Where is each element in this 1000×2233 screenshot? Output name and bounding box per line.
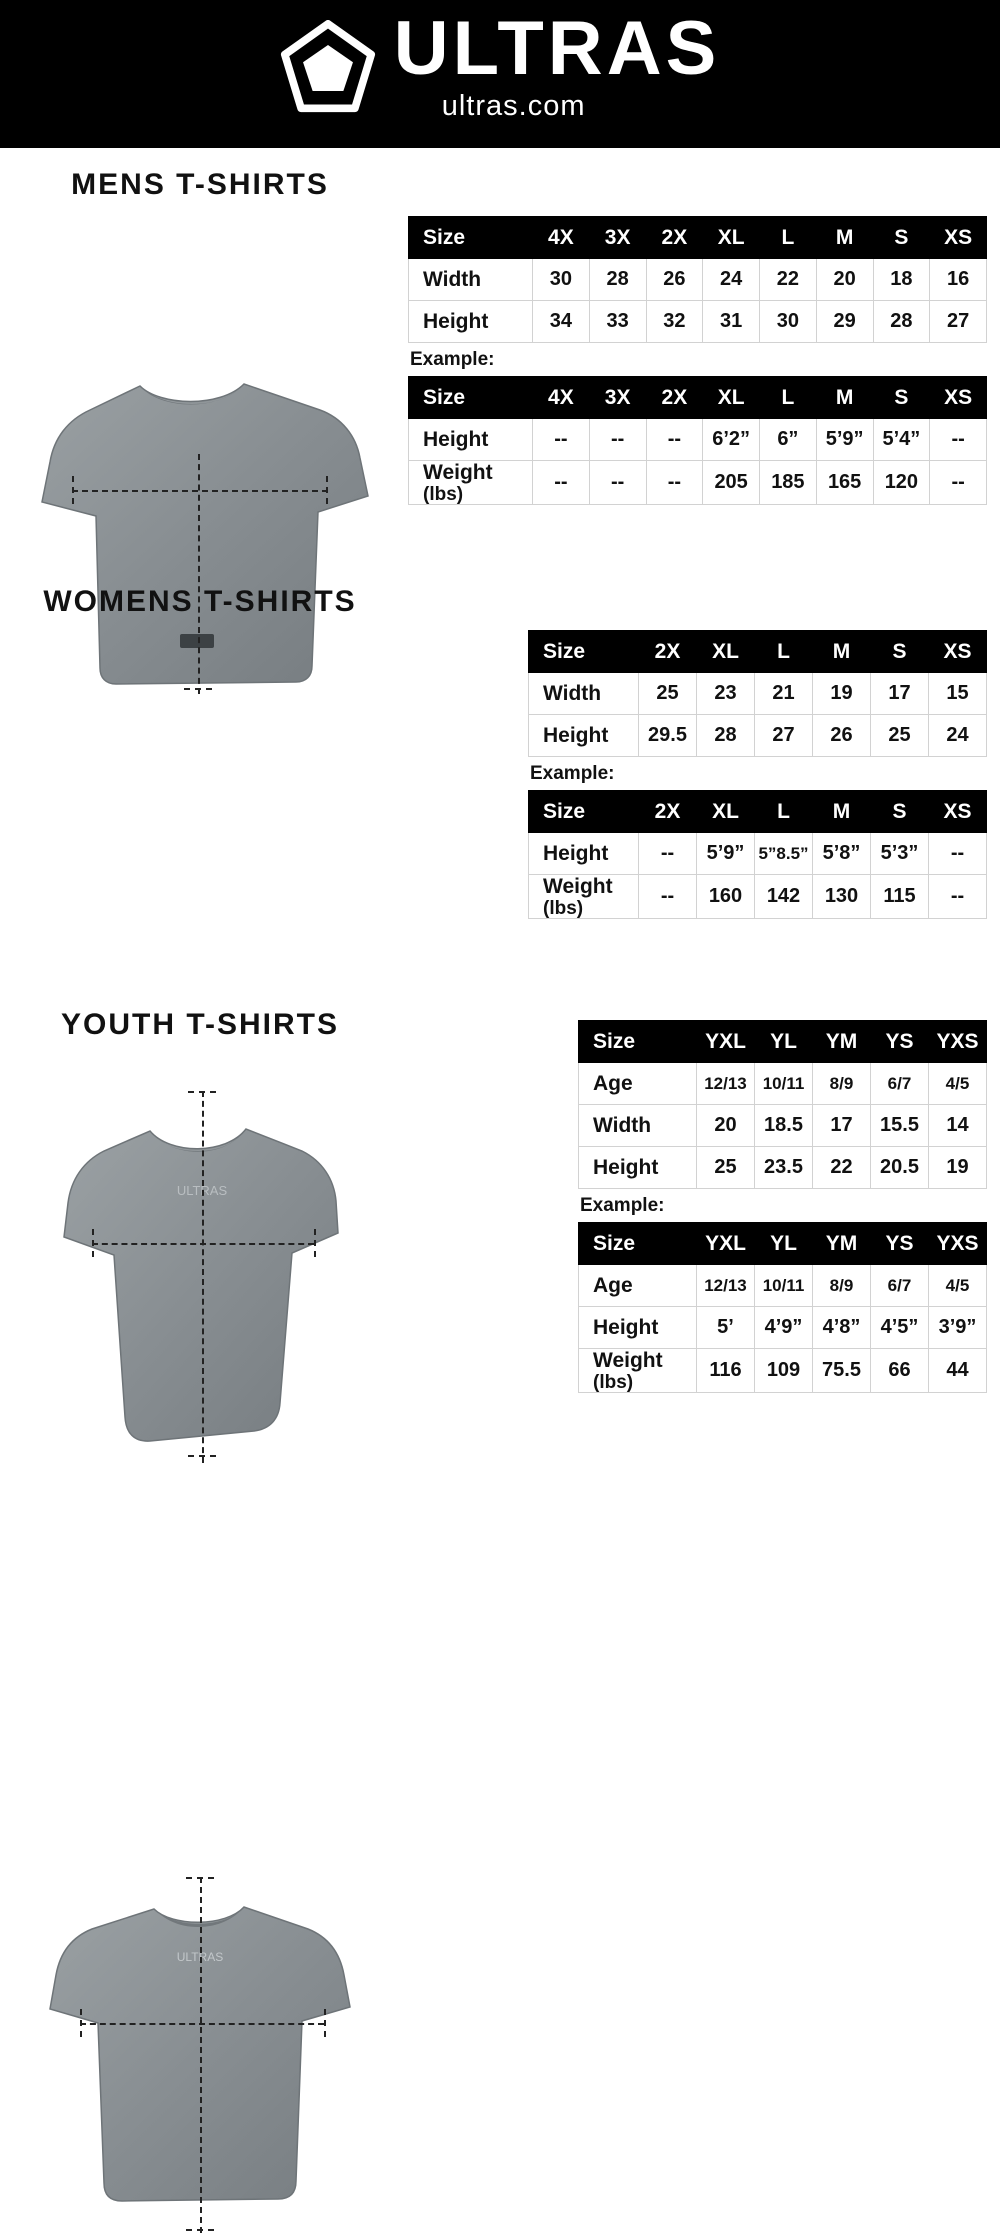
col-header: S [873,377,930,419]
brand-name: ULTRAS [393,5,721,91]
table-row [529,715,987,757]
cell: 10/11 [755,1063,813,1105]
cell: 31 [703,301,760,343]
table-row [409,419,987,461]
cell: 66 [871,1349,929,1393]
cell: 29.5 [639,715,697,757]
cell: 18 [873,259,930,301]
col-header: 3X [589,377,646,419]
youth-width-tick-right [324,2009,326,2037]
womens-width-tick-left [92,1229,94,1257]
womens-section-title-block [0,585,400,619]
col-header: YM [813,1021,871,1063]
cell: 5’4” [873,419,930,461]
cell: 3’9” [929,1307,987,1349]
col-header: 3X [589,217,646,259]
row-label [529,875,639,919]
cell: 20 [816,259,873,301]
cell: 24 [703,259,760,301]
cell: 25 [871,715,929,757]
cell: 10/11 [755,1265,813,1307]
row-label-sub: (lbs) [543,898,584,919]
cell: 30 [760,301,817,343]
col-header: YXL [697,1223,755,1265]
cell: 18.5 [755,1105,813,1147]
womens-size-table-block [528,630,986,919]
table-row [529,673,987,715]
cell: 4’8” [813,1307,871,1349]
table-header-row [529,631,987,673]
cell: 6’2” [703,419,760,461]
col-header: YL [755,1021,813,1063]
cell: -- [646,419,703,461]
col-header: Size [579,1223,697,1265]
cell: 28 [589,259,646,301]
table-row [579,1105,987,1147]
cell: 17 [871,673,929,715]
pentagon-shield-logo-icon [280,20,376,116]
row-label: Age [579,1265,697,1307]
cell: 34 [533,301,590,343]
cell: 32 [646,301,703,343]
row-label: Height [579,1147,697,1189]
cell: 23.5 [755,1147,813,1189]
table-row [579,1147,987,1189]
col-header: 2X [639,631,697,673]
youth-height-guide [200,1877,202,2233]
cell: 14 [929,1105,987,1147]
cell: 165 [816,461,873,505]
row-label-text: Weight [593,1349,663,1372]
cell: 130 [813,875,871,919]
womens-height-tick-top [188,1091,216,1093]
brand-domain: ultras.com [441,90,586,123]
table-row [409,259,987,301]
row-label-sub: (lbs) [593,1372,634,1393]
col-header: Size [409,217,533,259]
cell: 19 [813,673,871,715]
row-label-text: Weight [423,461,493,484]
col-header: 2X [639,791,697,833]
cell: 4/5 [929,1265,987,1307]
cell: 6/7 [871,1265,929,1307]
cell: 109 [755,1349,813,1393]
cell: 24 [929,715,987,757]
col-header: Size [579,1021,697,1063]
row-label [579,1349,697,1393]
table-row [409,461,987,505]
col-header: YXS [929,1021,987,1063]
col-header: YXS [929,1223,987,1265]
col-header: L [755,631,813,673]
col-header: S [871,791,929,833]
cell: 5’9” [697,833,755,875]
cell: -- [533,461,590,505]
cell: 5’3” [871,833,929,875]
table-row [579,1063,987,1105]
mens-example-label: Example: [410,349,495,370]
cell: -- [930,461,987,505]
col-header: XL [697,631,755,673]
cell: 27 [755,715,813,757]
womens-width-guide [92,1243,314,1245]
row-label-text: Weight [543,875,613,898]
youth-example-table [578,1222,987,1393]
col-header: M [813,631,871,673]
mens-section-title-block [0,168,400,202]
col-header: XS [930,217,987,259]
cell: -- [589,461,646,505]
youth-height-tick-top [186,1877,214,1879]
womens-height-tick-bottom [188,1455,216,1457]
cell: 115 [871,875,929,919]
table-header-row [409,377,987,419]
col-header: Size [409,377,533,419]
womens-example-label: Example: [530,763,615,784]
cell: 22 [813,1147,871,1189]
table-row [529,875,987,919]
youth-size-table [578,1020,987,1189]
womens-height-guide [202,1091,204,1463]
col-header: L [755,791,813,833]
col-header: M [816,377,873,419]
site-header [0,0,1000,148]
cell: 15.5 [871,1105,929,1147]
youth-example-label: Example: [580,1195,665,1216]
mens-height-guide [198,454,200,694]
mens-height-tick-bottom [184,688,212,690]
col-header: XS [929,631,987,673]
row-label [409,461,533,505]
cell: 25 [639,673,697,715]
col-header: 4X [533,217,590,259]
row-label: Width [529,673,639,715]
cell: 20.5 [871,1147,929,1189]
mens-section-title: MENS T-SHIRTS [71,168,329,201]
row-label: Height [409,419,533,461]
table-row [579,1349,987,1393]
col-header: L [760,377,817,419]
table-row [579,1265,987,1307]
cell: 17 [813,1105,871,1147]
youth-section-title-block [0,1008,400,1042]
col-header: YL [755,1223,813,1265]
row-label: Width [579,1105,697,1147]
youth-tshirt-illustration [30,1881,370,2231]
col-header: XS [929,791,987,833]
cell: 12/13 [697,1063,755,1105]
table-row [579,1307,987,1349]
cell: -- [930,419,987,461]
cell: 44 [929,1349,987,1393]
mens-tshirt-illustration [20,366,380,696]
col-header: XL [703,217,760,259]
womens-size-table [528,630,987,757]
col-header: XS [930,377,987,419]
col-header: L [760,217,817,259]
cell: 8/9 [813,1063,871,1105]
cell: 5’8” [813,833,871,875]
cell: 4’9” [755,1307,813,1349]
table-header-row [409,217,987,259]
cell: 75.5 [813,1349,871,1393]
cell: 22 [760,259,817,301]
brand-lockup [280,5,721,123]
row-label-sub: (lbs) [423,484,464,505]
cell: 27 [930,301,987,343]
cell: -- [639,833,697,875]
col-header: Size [529,631,639,673]
cell: 23 [697,673,755,715]
youth-size-table-block [578,1020,986,1393]
mens-size-table [408,216,987,343]
col-header: YM [813,1223,871,1265]
cell: 16 [930,259,987,301]
row-label: Height [409,301,533,343]
col-header: YS [871,1223,929,1265]
cell: 30 [533,259,590,301]
youth-height-tick-bottom [186,2229,214,2231]
youth-section-title: YOUTH T-SHIRTS [60,1008,339,1041]
cell: 6” [760,419,817,461]
cell: 29 [816,301,873,343]
col-header: XL [697,791,755,833]
mens-width-tick-left [72,476,74,504]
col-header: S [871,631,929,673]
cell: 20 [697,1105,755,1147]
row-label: Height [579,1307,697,1349]
womens-width-tick-right [314,1229,316,1257]
womens-section-title: WOMENS T-SHIRTS [43,585,357,618]
table-header-row [579,1223,987,1265]
cell: 26 [646,259,703,301]
row-label: Width [409,259,533,301]
cell: 19 [929,1147,987,1189]
womens-example-table [528,790,987,919]
row-label: Height [529,715,639,757]
cell: 28 [697,715,755,757]
cell: 8/9 [813,1265,871,1307]
row-label: Height [529,833,639,875]
cell: 4/5 [929,1063,987,1105]
col-header: 2X [646,217,703,259]
cell: 12/13 [697,1265,755,1307]
cell: 185 [760,461,817,505]
table-header-row [529,791,987,833]
mens-width-tick-right [326,476,328,504]
mens-width-guide [72,490,328,492]
cell: 116 [697,1349,755,1393]
mens-size-table-block [408,216,986,505]
cell: 15 [929,673,987,715]
col-header: 4X [533,377,590,419]
table-header-row [579,1021,987,1063]
cell: 160 [697,875,755,919]
col-header: 2X [646,377,703,419]
cell: 5”8.5” [755,833,813,875]
youth-width-guide [80,2023,324,2025]
col-header: XL [703,377,760,419]
col-header: S [873,217,930,259]
cell: 120 [873,461,930,505]
cell: 4’5” [871,1307,929,1349]
mens-example-table [408,376,987,505]
cell: -- [929,833,987,875]
cell: 25 [697,1147,755,1189]
cell: 26 [813,715,871,757]
cell: 5’9” [816,419,873,461]
cell: 28 [873,301,930,343]
cell: 5’ [697,1307,755,1349]
table-row [409,301,987,343]
col-header: M [813,791,871,833]
table-row [529,833,987,875]
cell: 142 [755,875,813,919]
womens-tshirt-illustration [30,1103,370,1458]
cell: 205 [703,461,760,505]
cell: -- [589,419,646,461]
row-label: Age [579,1063,697,1105]
svg-text:ULTRAS: ULTRAS [176,1183,228,1198]
cell: 6/7 [871,1063,929,1105]
col-header: YXL [697,1021,755,1063]
cell: -- [646,461,703,505]
cell: 33 [589,301,646,343]
youth-width-tick-left [80,2009,82,2037]
col-header: Size [529,791,639,833]
col-header: M [816,217,873,259]
col-header: YS [871,1021,929,1063]
cell: 21 [755,673,813,715]
cell: -- [639,875,697,919]
cell: -- [929,875,987,919]
cell: -- [533,419,590,461]
svg-text:ULTRAS: ULTRAS [176,1950,224,1964]
